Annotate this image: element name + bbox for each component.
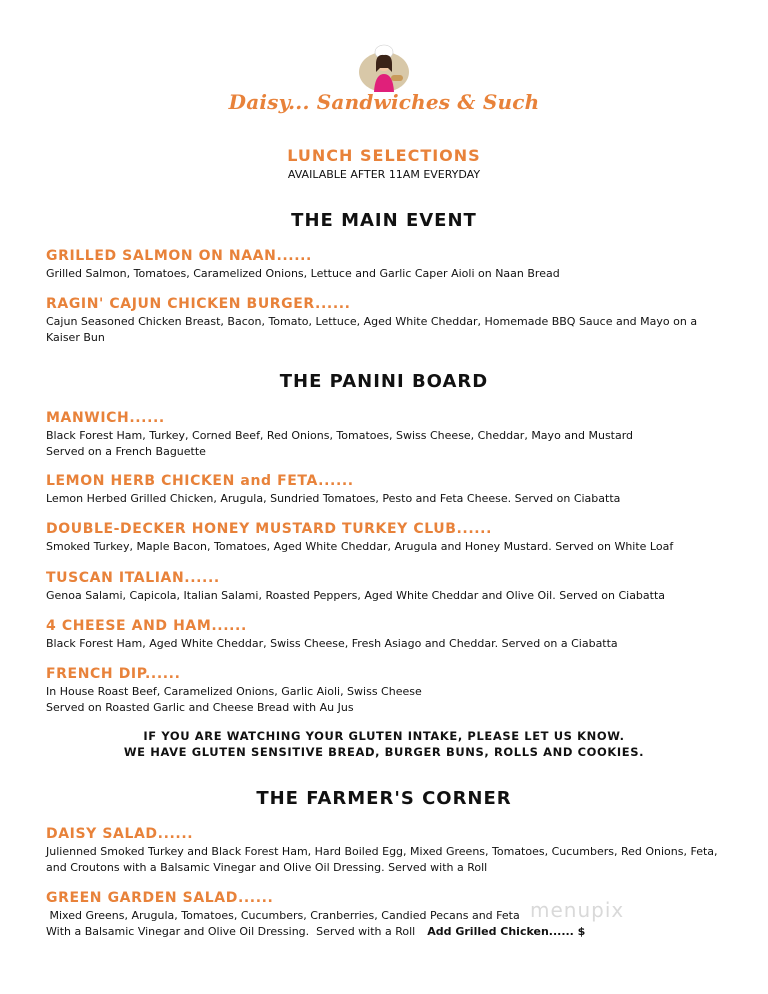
- brand-name: Daisy... Sandwiches & Such: [228, 90, 540, 114]
- menu-item: [46, 520, 726, 555]
- item-description: Grilled Salmon, Tomatoes, Caramelized Onions, Lettuce and Garlic Caper Aioli on Naan Bread: [46, 267, 560, 280]
- item-description: Black Forest Ham, Aged White Cheddar, Swiss Cheese, Fresh Asiago and Cheddar. Served on a Ciabatta: [46, 637, 618, 650]
- item-description: Black Forest Ham, Turkey, Corned Beef, Red Onions, Tomatoes, Swiss Cheese, Cheddar, Mayo and Mustard: [46, 429, 634, 442]
- lunch-title: LUNCH SELECTIONS: [287, 146, 481, 165]
- item-name: MANWICH......: [46, 410, 165, 426]
- item-description-line2: Served on Roasted Garlic and Cheese Bread with Au Jus: [46, 701, 354, 714]
- item-name: RAGIN' CAJUN CHICKEN BURGER......: [46, 296, 351, 312]
- chef-logo-icon: [357, 42, 411, 94]
- item-name: LEMON HERB CHICKEN and FETA......: [46, 473, 354, 489]
- section-title-main-event: THE MAIN EVENT: [291, 210, 477, 231]
- menu-item: [46, 665, 726, 716]
- section-title-panini: THE PANINI BOARD: [279, 371, 489, 392]
- item-description-line2: [46, 924, 726, 940]
- item-description: Cajun Seasoned Chicken Breast, Bacon, Tomato, Lettuce, Aged White Cheddar, Homemade BBQ Sauce and Mayo on a Kaiser Bun: [46, 315, 698, 344]
- lunch-subtitle: AVAILABLE AFTER 11AM EVERYDAY: [287, 168, 481, 181]
- item-description: Julienned Smoked Turkey and Black Forest Ham, Hard Boiled Egg, Mixed Greens, Tomatoes, Cucumbers, Red Onions, Feta, and Croutons with a Balsamic Vinegar and Olive Oil Dressing. Served with a Roll: [46, 845, 718, 874]
- menu-item: [46, 409, 726, 460]
- item-name: GREEN GARDEN SALAD......: [46, 890, 274, 906]
- section-title-farmers: THE FARMER'S CORNER: [256, 788, 512, 809]
- item-name: DAISY SALAD......: [46, 826, 194, 842]
- item-description: Smoked Turkey, Maple Bacon, Tomatoes, Aged White Cheddar, Arugula and Honey Mustard. Served on White Loaf: [46, 540, 674, 553]
- menu-item: [46, 825, 726, 876]
- item-description: Mixed Greens, Arugula, Tomatoes, Cucumbers, Cranberries, Candied Pecans and Feta: [46, 909, 520, 922]
- gluten-notice-line2: WE HAVE GLUTEN SENSITIVE BREAD, BURGER BUNS, ROLLS AND COOKIES.: [123, 745, 645, 759]
- menu-item: [46, 569, 726, 604]
- item-description-line2: Served on a French Baguette: [46, 445, 206, 458]
- gluten-notice-line1: IF YOU ARE WATCHING YOUR GLUTEN INTAKE, PLEASE LET US KNOW.: [143, 729, 625, 743]
- item-description: Genoa Salami, Capicola, Italian Salami, Roasted Peppers, Aged White Cheddar and Olive Oil. Served on Ciabatta: [46, 589, 666, 602]
- menu-item: [46, 295, 726, 346]
- item-name: GRILLED SALMON ON NAAN......: [46, 248, 312, 264]
- item-name: FRENCH DIP......: [46, 666, 181, 682]
- gluten-notice: [0, 728, 768, 760]
- watermark: menupix: [530, 898, 625, 922]
- item-description: In House Roast Beef, Caramelized Onions, Garlic Aioli, Swiss Cheese: [46, 685, 422, 698]
- item-description: Lemon Herbed Grilled Chicken, Arugula, Sundried Tomatoes, Pesto and Feta Cheese. Served on Ciabatta: [46, 492, 621, 505]
- menu-item: [46, 247, 726, 282]
- menu-item: [46, 617, 726, 652]
- item-description-text: With a Balsamic Vinegar and Olive Oil Dressing. Served with a Roll: [46, 925, 416, 938]
- item-name: TUSCAN ITALIAN......: [46, 570, 220, 586]
- item-name: DOUBLE-DECKER HONEY MUSTARD TURKEY CLUB......: [46, 521, 493, 537]
- item-name: 4 CHEESE AND HAM......: [46, 618, 247, 634]
- menu-item: [46, 472, 726, 507]
- add-grilled-chicken: Add Grilled Chicken...... $: [427, 925, 586, 938]
